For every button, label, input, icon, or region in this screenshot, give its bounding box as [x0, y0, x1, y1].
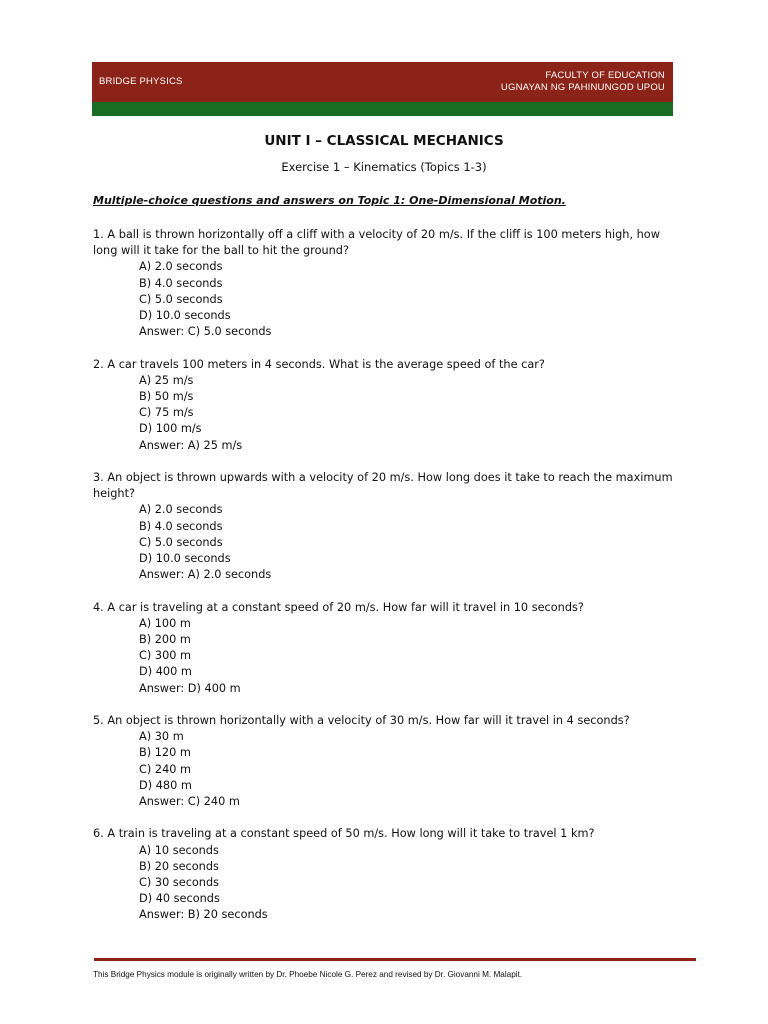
question-2: [93, 357, 683, 454]
option-c: C) 5.0 seconds: [139, 535, 223, 549]
page-subtitle: Exercise 1 – Kinematics (Topics 1-3): [281, 160, 487, 174]
header-stripe: [92, 102, 673, 116]
option-list: [93, 843, 683, 908]
answer: Answer: A) 2.0 seconds: [139, 568, 272, 582]
footer-credits: This Bridge Physics module is originally written by Dr. Phoebe Nicole G. Perez and revised by Dr. Giovanni M. Malapit.: [93, 970, 523, 979]
option-a: A) 25 m/s: [139, 373, 194, 387]
header-band: [92, 62, 673, 102]
option-d: D) 10.0 seconds: [139, 309, 231, 323]
header-course-name: BRIDGE PHYSICS: [99, 76, 183, 87]
question-stem: 2. A car travels 100 meters in 4 seconds. What is the average speed of the car?: [93, 357, 545, 371]
option-b: B) 4.0 seconds: [139, 519, 223, 533]
option-a: A) 30 m: [139, 730, 184, 744]
option-a: A) 2.0 seconds: [139, 260, 223, 274]
answer: Answer: A) 25 m/s: [139, 438, 243, 452]
option-d: D) 100 m/s: [139, 422, 202, 436]
option-b: B) 50 m/s: [139, 390, 194, 404]
option-list: [93, 729, 683, 794]
question-stem: 3. An object is thrown upwards with a velocity of 20 m/s. How long does it take to reach the maximum height?: [93, 471, 673, 501]
option-a: A) 10 seconds: [139, 843, 219, 857]
option-c: C) 5.0 seconds: [139, 292, 223, 306]
question-stem: 6. A train is traveling at a constant speed of 50 m/s. How long will it take to travel 1 km?: [93, 827, 595, 841]
option-d: D) 400 m: [139, 665, 192, 679]
option-b: B) 120 m: [139, 746, 191, 760]
question-4: [93, 600, 683, 697]
option-list: [93, 616, 683, 681]
question-stem: 4. A car is traveling at a constant speed of 20 m/s. How far will it travel in 10 seconds?: [93, 600, 584, 614]
option-d: D) 40 seconds: [139, 892, 220, 906]
header-faculty: FACULTY OF EDUCATION: [545, 70, 665, 81]
question-1: [93, 227, 683, 340]
question-stem: 1. A ball is thrown horizontally off a cliff with a velocity of 20 m/s. If the cliff is 100 meters high, how long will it take for the ball to hit the ground?: [93, 228, 660, 258]
footer-divider: [94, 958, 696, 961]
question-stem: 5. An object is thrown horizontally with a velocity of 30 m/s. How far will it travel in 4 seconds?: [93, 714, 630, 728]
option-d: D) 10.0 seconds: [139, 552, 231, 566]
question-3: [93, 470, 683, 583]
answer: Answer: D) 400 m: [139, 681, 241, 695]
option-c: C) 30 seconds: [139, 876, 220, 890]
page-title: UNIT I – CLASSICAL MECHANICS: [264, 133, 504, 149]
option-c: C) 240 m: [139, 762, 192, 776]
option-c: C) 75 m/s: [139, 406, 194, 420]
option-a: A) 2.0 seconds: [139, 503, 223, 517]
question-5: [93, 713, 683, 810]
header-institution: [501, 70, 665, 94]
option-list: [93, 373, 683, 438]
answer: Answer: B) 20 seconds: [139, 908, 268, 922]
option-list: [93, 259, 683, 324]
answer: Answer: C) 240 m: [139, 795, 240, 809]
section-heading: Multiple-choice questions and answers on Topic 1: One-Dimensional Motion.: [93, 194, 566, 207]
option-b: B) 200 m: [139, 633, 191, 647]
question-6: [93, 826, 683, 923]
option-list: [93, 502, 683, 567]
header-program: UGNAYAN NG PAHINUNGOD UPOU: [500, 82, 665, 93]
option-d: D) 480 m: [139, 778, 192, 792]
option-a: A) 100 m: [139, 616, 191, 630]
answer: Answer: C) 5.0 seconds: [139, 325, 272, 339]
option-b: B) 4.0 seconds: [139, 276, 223, 290]
option-c: C) 300 m: [139, 649, 192, 663]
option-b: B) 20 seconds: [139, 859, 219, 873]
question-list: [93, 227, 683, 940]
